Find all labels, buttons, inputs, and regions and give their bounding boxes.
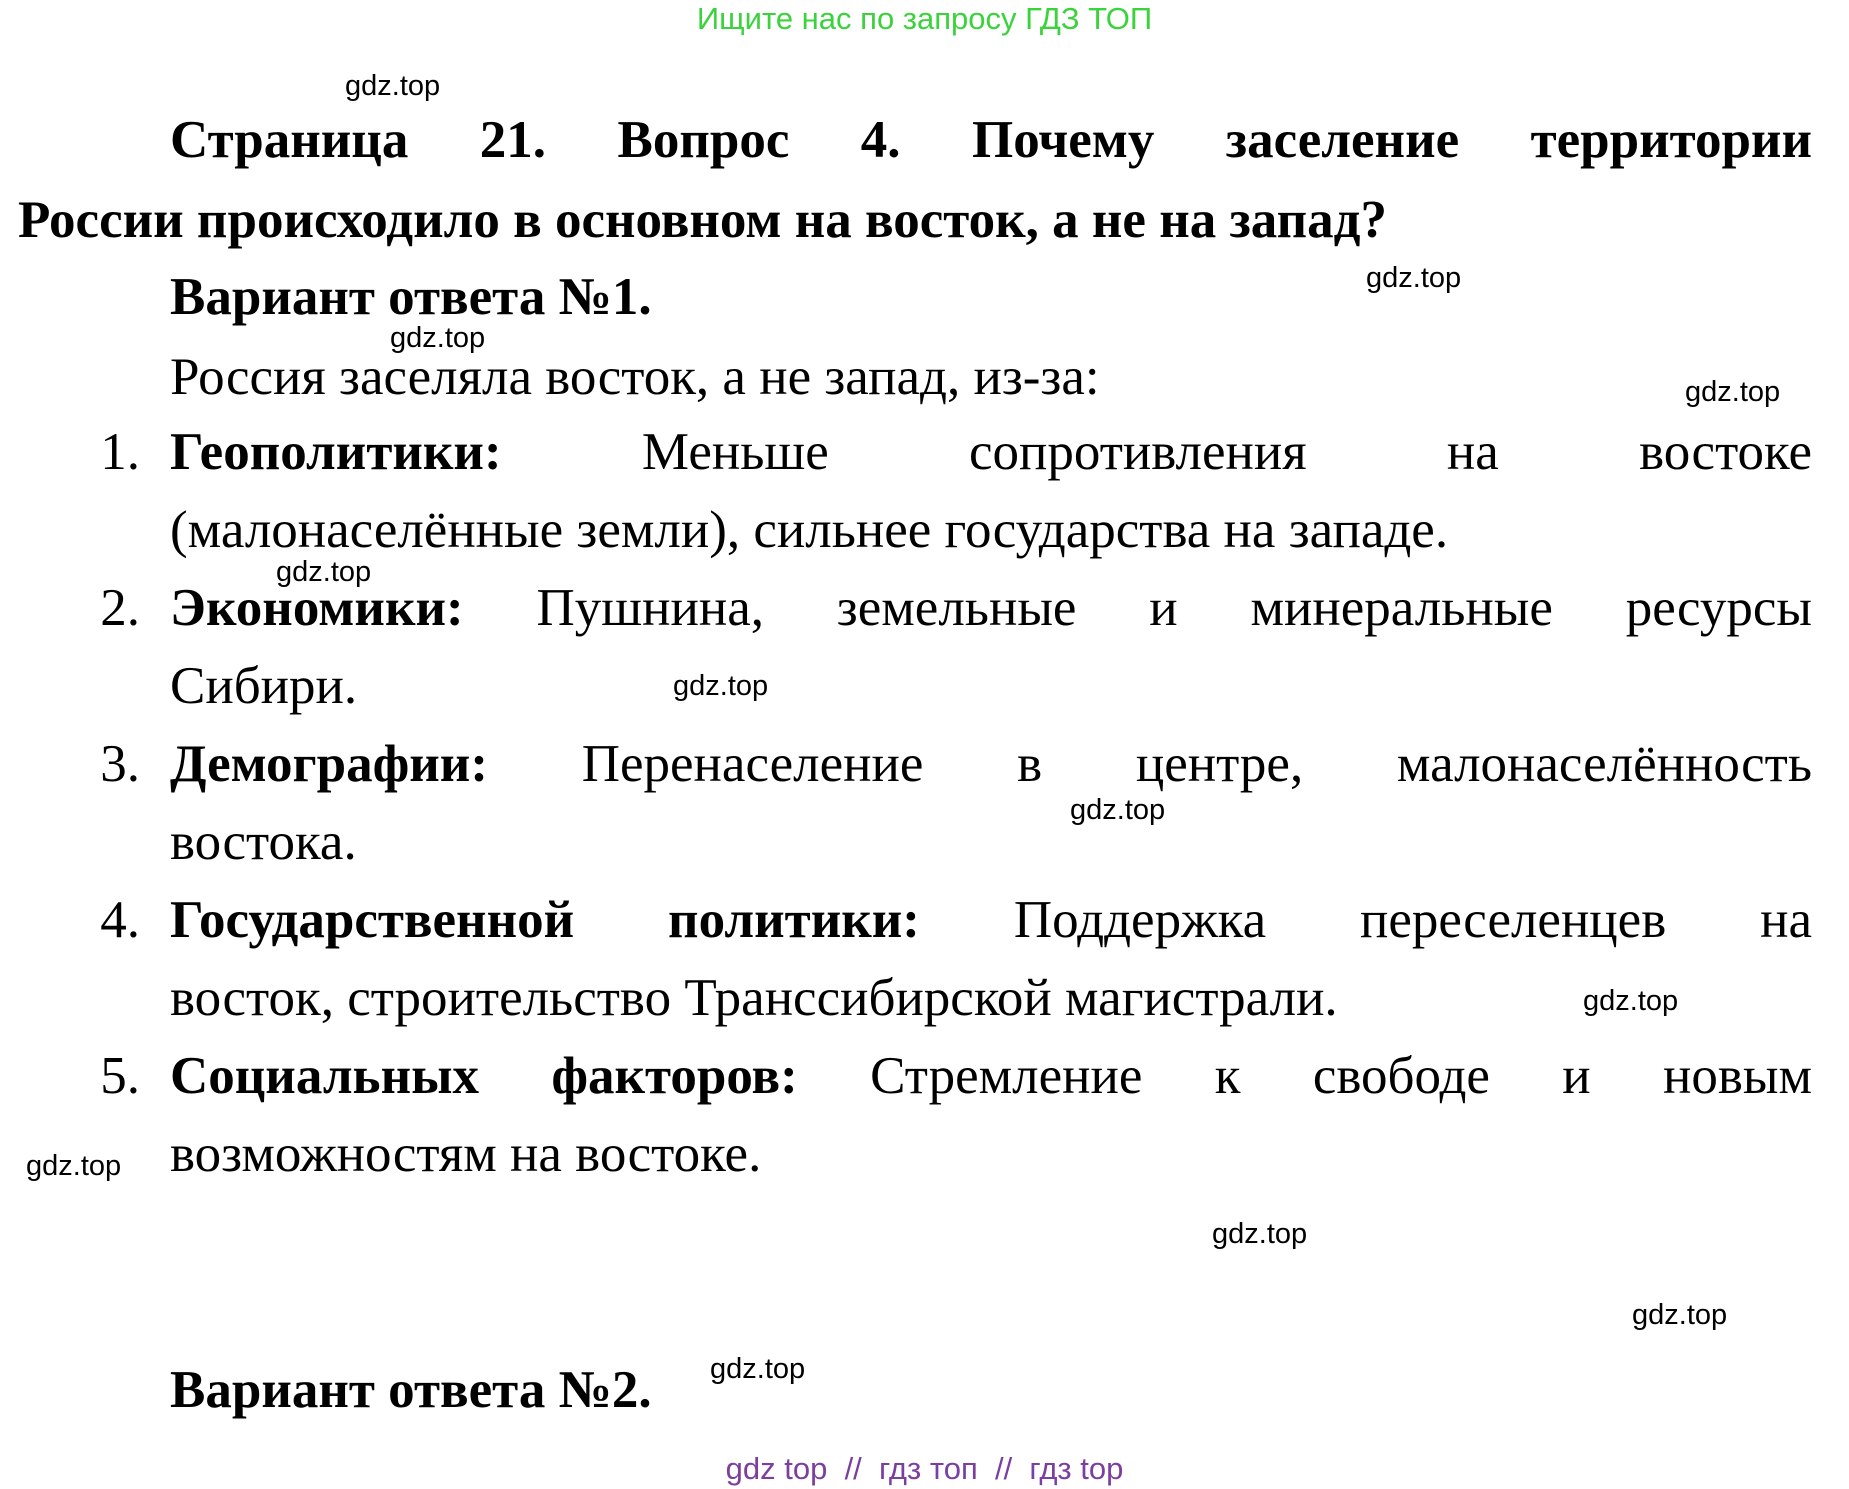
watermark: gdz.top xyxy=(390,322,486,354)
watermark: gdz.top xyxy=(1583,985,1679,1017)
item-1-text-1: Меньше сопротивления на востоке xyxy=(641,423,1812,481)
watermark: gdz.top xyxy=(26,1150,122,1182)
watermark: gdz.top xyxy=(1212,1218,1308,1250)
item-3-line-1 xyxy=(170,732,1812,796)
footer-links: gdz top // гдз топ // гдз top xyxy=(725,1451,1124,1486)
item-2-title: Экономики: xyxy=(170,579,464,637)
watermark: gdz.top xyxy=(1632,1299,1728,1331)
item-3-title: Демографии: xyxy=(170,735,488,793)
item-3-text-1: Перенаселение в центре, малонаселённость xyxy=(581,735,1813,793)
item-5-number: 5. xyxy=(100,1047,140,1105)
item-4-line-2: восток, строительство Транссибирской магистрали. xyxy=(170,969,1338,1027)
answer-1-heading: Вариант ответа №1. xyxy=(170,268,652,326)
item-2-number: 2. xyxy=(100,579,140,637)
question-label: Страница 21. Вопрос 4. xyxy=(170,111,901,169)
item-5-line-1 xyxy=(170,1044,1812,1108)
item-3-number: 3. xyxy=(100,735,140,793)
question-text-line-1: Почему заселение территории xyxy=(971,111,1813,169)
watermark: gdz.top xyxy=(1685,376,1781,408)
watermark: gdz.top xyxy=(673,670,769,702)
item-1-line-2: (малонаселённые земли), сильнее государства на западе. xyxy=(170,501,1449,559)
item-2-line-1 xyxy=(170,576,1812,640)
item-1-title: Геополитики: xyxy=(170,423,502,481)
item-5-title: Социальных факторов: xyxy=(170,1047,798,1105)
answer-1-intro: Россия заселяла восток, а не запад, из-за: xyxy=(170,348,1100,406)
item-3-line-2: востока. xyxy=(170,813,357,871)
item-2-text-1: Пушнина, земельные и минеральные ресурсы xyxy=(536,579,1813,637)
item-2-line-2: Сибири. xyxy=(170,657,358,715)
answer-2-heading: Вариант ответа №2. xyxy=(170,1361,652,1419)
question-line-2: России происходило в основном на восток, а не на запад? xyxy=(18,191,1387,249)
item-5-text-1: Стремление к свободе и новым xyxy=(870,1047,1813,1105)
top-banner: Ищите нас по запросу ГДЗ ТОП xyxy=(696,1,1153,36)
question-line-1 xyxy=(170,108,1812,172)
item-4-number: 4. xyxy=(100,891,140,949)
watermark: gdz.top xyxy=(710,1353,806,1385)
item-4-line-1 xyxy=(170,888,1812,952)
watermark: gdz.top xyxy=(1070,794,1166,826)
watermark: gdz.top xyxy=(1366,262,1462,294)
item-4-title: Государственной политики: xyxy=(170,891,920,949)
item-5-line-2: возможностям на востоке. xyxy=(170,1125,762,1183)
item-4-text-1: Поддержка переселенцев на xyxy=(1013,891,1813,949)
item-1-number: 1. xyxy=(100,423,140,481)
watermark: gdz.top xyxy=(276,556,372,588)
watermark: gdz.top xyxy=(345,70,441,102)
item-1-line-1 xyxy=(170,420,1812,484)
